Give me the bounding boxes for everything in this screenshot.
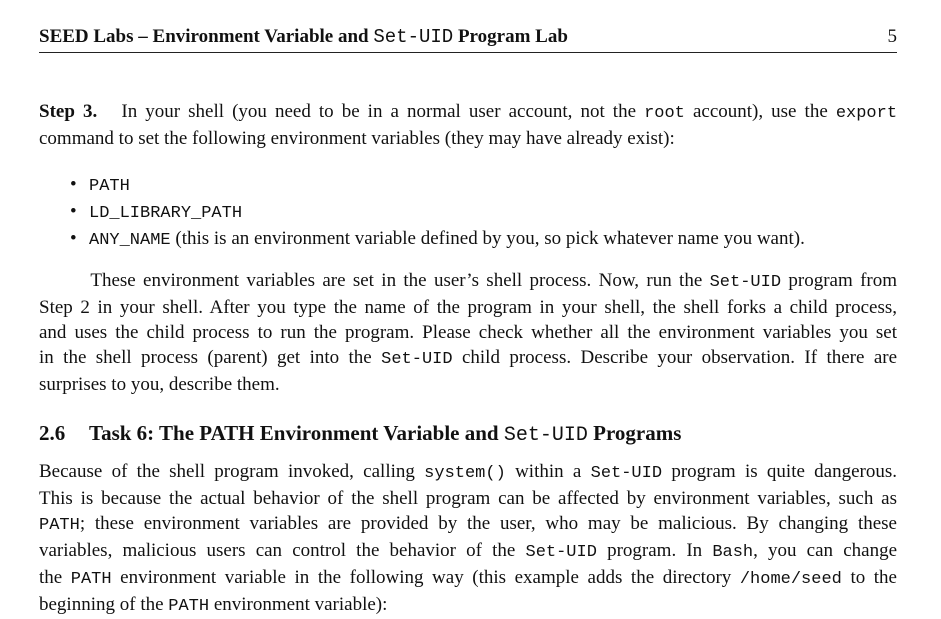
step3-label: Step 3. — [39, 101, 98, 122]
header-title: SEED Labs – Environment Variable and Set-UID Program Lab — [39, 26, 568, 48]
env-var-list — [70, 172, 805, 253]
step3-line-1: Step 3. In your shell (you need to be in a normal user account, not the root account), use the export — [39, 101, 898, 123]
step3-line-2: command to set the following environment variables (they may have already exist): — [39, 128, 675, 149]
section-heading: 2.6 Task 6: The PATH Environment Variable and Set-UID Programs — [39, 421, 682, 447]
list-item: • ANY_NAME (this is an environment variable defined by you, so pick whatever name you want). — [70, 226, 805, 253]
list-item: • LD_LIBRARY_PATH — [70, 199, 805, 226]
header-title-code: Set-UID — [373, 26, 454, 48]
page-header — [39, 26, 897, 53]
list-item: • PATH — [70, 172, 805, 199]
observation-paragraph: These environment variables are set in the user’s shell process. Now, run the Set-UID program from Step 2 in your shell. After you type the name of the program in your shell, the shell forks a child process, and uses the child process to run the program. Please check whether all the environment variables you set in the shell process (parent) get into the Set-UID child process. Describe your observation. If there are surprises to you, describe them. — [39, 270, 898, 395]
step3-paragraph — [39, 99, 897, 151]
task6-paragraph: Because of the shell program invoked, calling system() within a Set-UID program is quite dangerous. This is because the actual behavior of the shell program can be affected by environment variables, such as PATH; these environment variables are provided by the user, who may be malicious. By changing these variables, malicious users can control the behavior of the Set-UID program. In Bash, you can change the PATH environment variable in the following way (this example adds the directory /home/seed to the beginning of the PATH environment variable): — [39, 461, 898, 616]
section-number: 2.6 — [39, 421, 66, 445]
page-number: 5 — [887, 26, 897, 47]
